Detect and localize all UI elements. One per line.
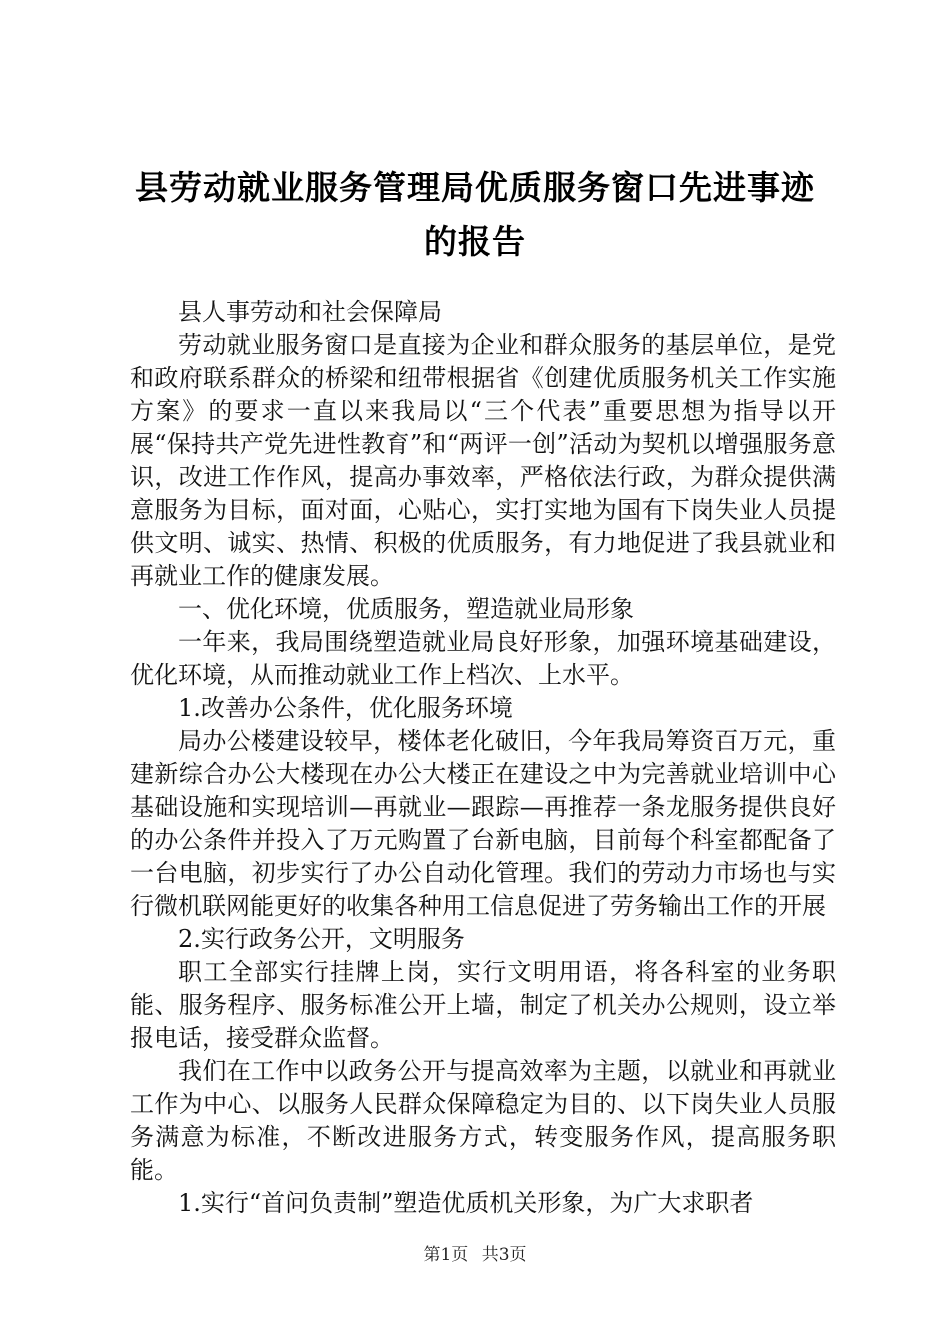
section-heading-1: 一、优化环境，优质服务，塑造就业局形象 xyxy=(178,595,634,623)
paragraph: 我们在工作中以政务公开与提高效率为主题，以就业和再就业工作为中心、以服务人民群众保障稳定为目的、以下岗失业人员服务满意为标准，不断改进服务方式，转变服务作风，提高服务职能。 xyxy=(130,1057,836,1184)
paragraph-organization: 县人事劳动和社会保障局 xyxy=(178,298,442,326)
page-total: 共3页 xyxy=(481,1245,527,1265)
document-body xyxy=(130,296,836,1220)
page-number: 第1页 xyxy=(423,1245,469,1265)
subsection-heading: 1.改善办公条件，优化服务环境 xyxy=(178,694,513,722)
paragraph: 局办公楼建设较早，楼体老化破旧，今年我局筹资百万元，重建新综合办公大楼现在办公大楼正在建设之中为完善就业培训中心基础设施和实现培训—再就业—跟踪—再推荐一条龙服务提供良好的办公条件并投入了万元购置了台新电脑，目前每个科室都配备了一台电脑，初步实行了办公自动化管理。我们的劳动力市场也与实行微机联网能更好的收集各种用工信息促进了劳务输出工作的开展 xyxy=(130,727,836,920)
subsection-heading: 1.实行“首问负责制”塑造优质机关形象，为广大求职者 xyxy=(178,1189,754,1217)
document-title-line-2: 的报告 xyxy=(424,222,526,261)
paragraph-intro: 劳动就业服务窗口是直接为企业和群众服务的基层单位，是党和政府联系群众的桥梁和纽带根据省《创建优质服务机关工作实施方案》的要求一直以来我局以“三个代表”重要思想为指导以开展“保持共产党先进性教育”和“两评一创”活动为契机以增强服务意识，改进工作作风，提高办事效率，严格依法行政，为群众提供满意服务为目标，面对面，心贴心，实打实地为国有下岗失业人员提供文明、诚实、热情、积极的优质服务，有力地促进了我县就业和再就业工作的健康发展。 xyxy=(130,331,836,590)
paragraph: 职工全部实行挂牌上岗，实行文明用语，将各科室的业务职能、服务程序、服务标准公开上墙，制定了机关办公规则，设立举报电话，接受群众监督。 xyxy=(130,958,836,1052)
subsection-heading: 2.实行政务公开，文明服务 xyxy=(178,925,465,953)
paragraph: 一年来，我局围绕塑造就业局良好形象，加强环境基础建设，优化环境，从而推动就业工作上档次、上水平。 xyxy=(130,628,836,689)
document-title-line-1: 县劳动就业服务管理局优质服务窗口先进事迹 xyxy=(135,168,815,207)
page-footer xyxy=(0,1244,950,1266)
